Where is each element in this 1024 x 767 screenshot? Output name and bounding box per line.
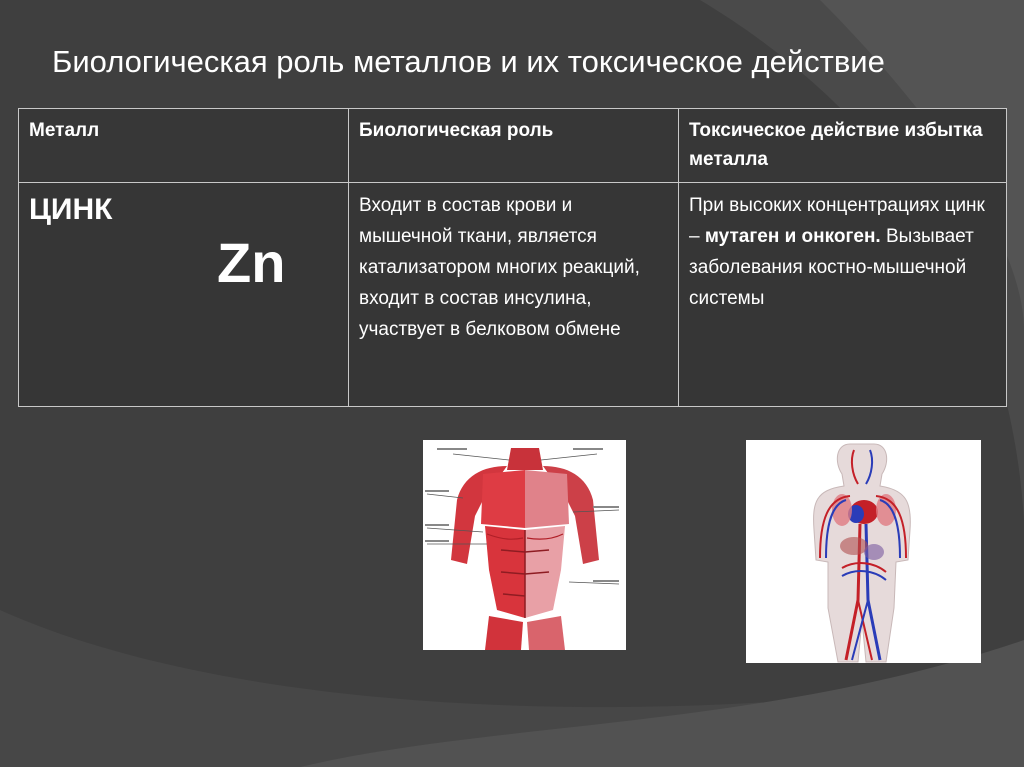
circulatory-system-illustration (746, 440, 981, 663)
metal-symbol: Zn (217, 231, 286, 294)
toxic-text-bold: мутаген и онкоген. (704, 226, 881, 247)
muscles-image (423, 440, 626, 650)
metal-cell (19, 183, 349, 407)
toxic-text-rest: Вызывает заболевания костно-мышечной системы (689, 226, 974, 309)
slide-title: Биологическая роль металлов и их токсическое действие (52, 44, 885, 79)
header-toxic-action: Токсическое действие избытка металла (679, 109, 1007, 183)
header-metal: Металл (19, 109, 349, 183)
biological-role-cell: Входит в состав крови и мышечной ткани, является катализатором многих реакций, входит в состав инсулина, участвует в белковом обмене (349, 183, 679, 407)
metal-name: ЦИНК (29, 193, 113, 226)
metal-table (18, 108, 1007, 407)
table-header-row (19, 109, 1007, 183)
toxic-action-cell (679, 183, 1007, 407)
toxic-text-intro: При высоких концентрациях цинк – (689, 195, 985, 247)
header-biological-role: Биологическая роль (349, 109, 679, 183)
vessels-image (746, 440, 981, 663)
table-row (19, 183, 1007, 407)
muscular-torso-illustration (423, 440, 626, 650)
